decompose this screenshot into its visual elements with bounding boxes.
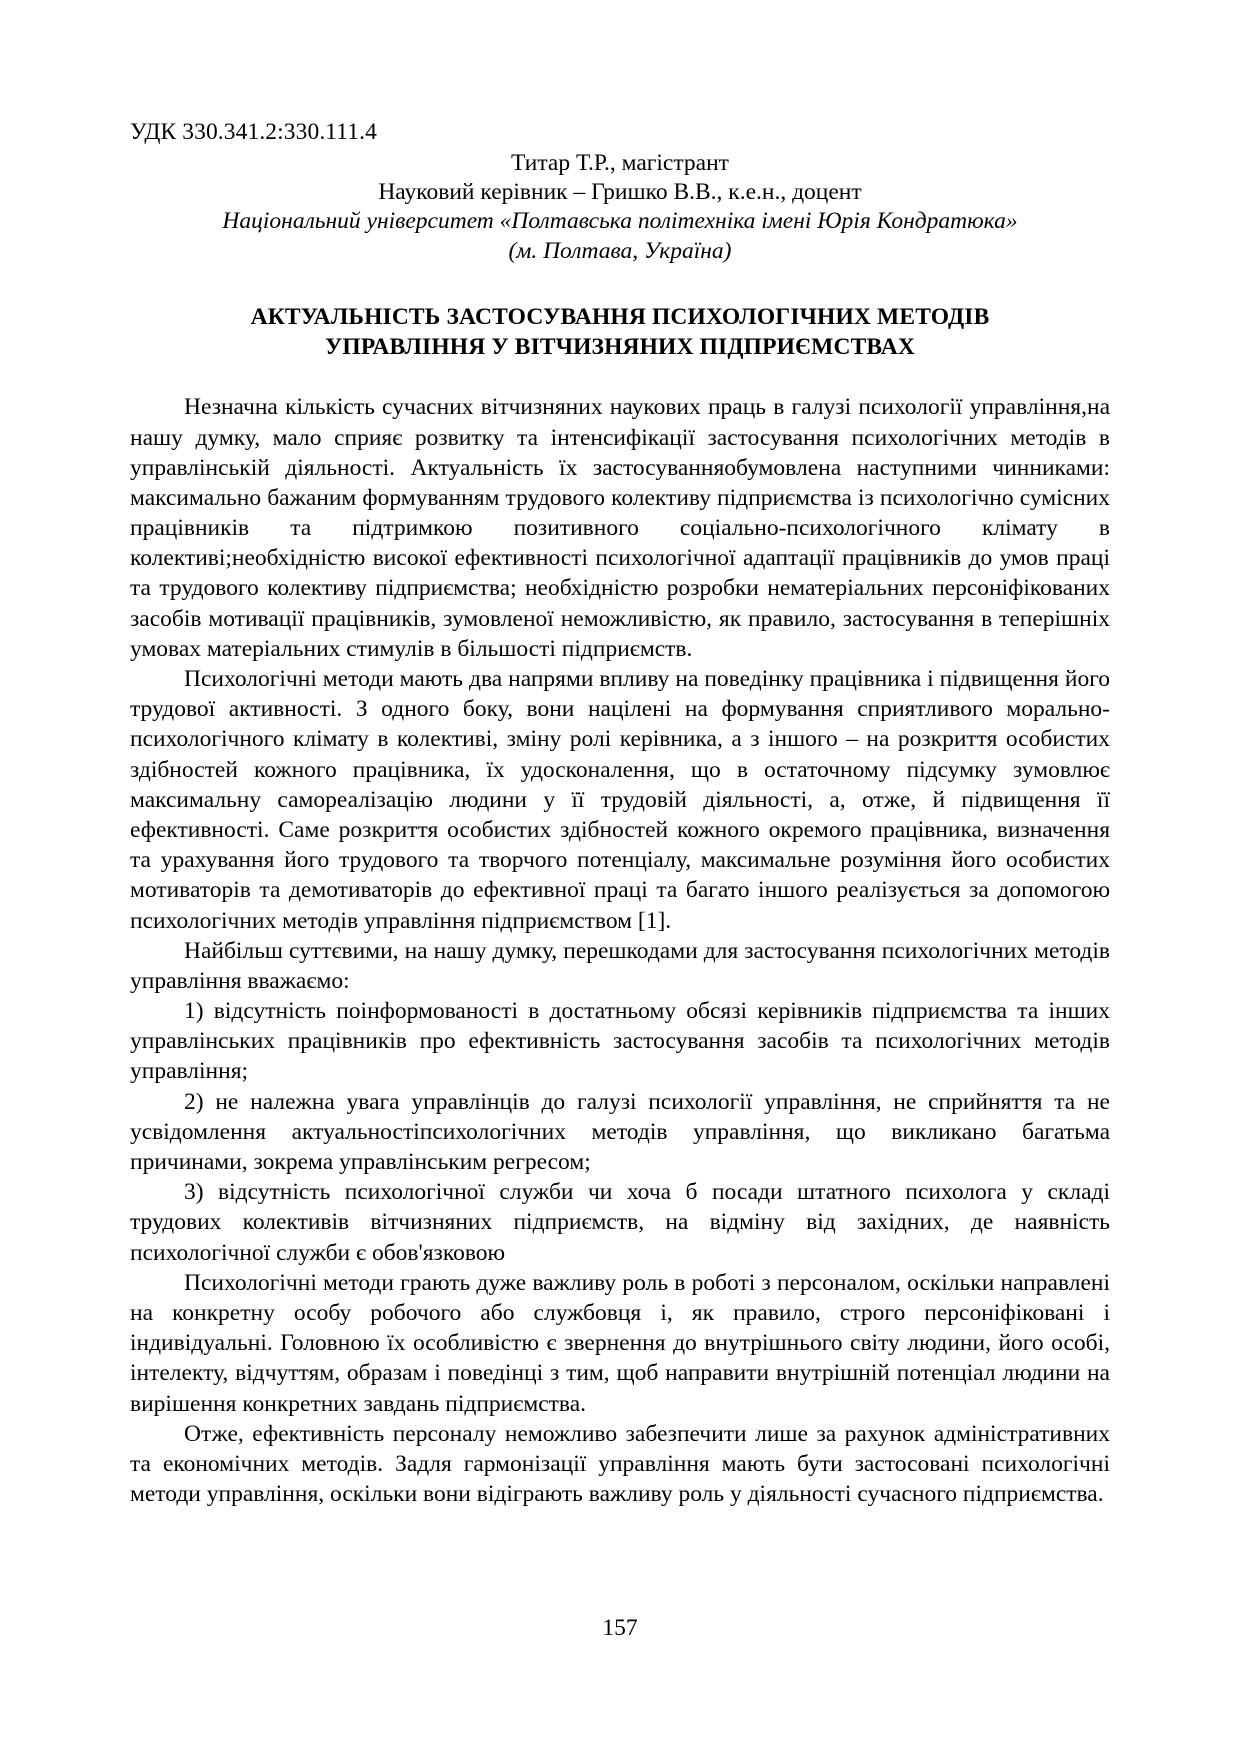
title-line-2: УПРАВЛІННЯ У ВІТЧИЗНЯНИХ ПІДПРИЄМСТВАХ — [325, 334, 915, 361]
supervisor-line: Науковий керівник – Гришко В.В., к.е.н., доцент — [378, 179, 862, 206]
article-header — [130, 149, 1110, 267]
body-paragraph: Психологічні методи грають дуже важливу роль в роботі з персоналом, оскільки направлені на конкретну особу робочого або службовця і, як правило, строго персоніфіковані і індивідуальні. Головною їх особливістю є звернення до внутрішнього світу людини, його особі, інтелекту, відчуттям, образам і поведінці з тим, щоб направити внутрішній потенціал людини на вирішення конкретних завдань підприємства. — [130, 1269, 1110, 1417]
page-number: 157 — [602, 1614, 638, 1641]
udk-code: УДК 330.341.2:330.111.4 — [130, 119, 377, 145]
body-paragraph: Найбільш суттєвими, на нашу думку, перешкодами для застосування психологічних методів управління вважаємо: — [130, 937, 1110, 994]
body-paragraph: 1) відсутність поінформованості в достатньому обсязі керівників підприємства та інших управлінських працівників про ефективність застосування засобів та психологічних методів управління; — [130, 998, 1110, 1085]
article-body — [130, 392, 1110, 1509]
affiliation-line: Національний університет «Полтавська політехніка імені Юрія Кондратюка» — [222, 208, 1018, 235]
title-line-1: АКТУАЛЬНІСТЬ ЗАСТОСУВАННЯ ПСИХОЛОГІЧНИХ МЕТОДІВ — [250, 304, 990, 331]
article-title — [130, 302, 1110, 362]
author-line: Титар Т.Р., магістрант — [511, 149, 729, 176]
body-paragraph: Отже, ефективність персоналу неможливо забезпечити лише за рахунок адміністративних та економічних методів. Задля гармонізації управління мають бути застосовані психологічні методи управління, оскільки вони відіграють важливу роль у діяльності сучасного підприємства. — [130, 1420, 1110, 1508]
body-paragraph: 2) не належна увага управлінців до галузі психології управління, не сприйняття та не усвідомлення актуальностіпсихологічних методів управління, що викликано багатьма причинами, зокрема управлінським регресом; — [130, 1088, 1110, 1175]
body-paragraph: Незначна кількість сучасних вітчизняних наукових праць в галузі психології управління,на нашу думку, мало сприяє розвитку та інтенсифікації застосування психологічних методів в управлінській діяльності. Актуальність їх застосуванняобумовлена наступними чинниками: максимально бажаним формуванням трудового колективу підприємства із психологічно сумісних працівників та підтримкою позитивного соціально-психологічного клімату в колективі;необхідністю високої ефективності психологічної адаптації працівників до умов праці та трудового колективу підприємства; необхідністю розробки нематеріальних персоніфікованих засобів мотивації працівників, зумовленої неможливістю, як правило, застосування в теперішніх умовах матеріальних стимулів в більшості підприємств. — [130, 394, 1110, 662]
body-paragraph: Психологічні методи мають два напрями впливу на поведінку працівника і підвищення його трудової активності. З одного боку, вони націлені на формування сприятливого морально-психологічного клімату в колективі, зміну ролі керівника, а з іншого – на розкриття особистих здібностей кожного працівника, їх удосконалення, що в остаточному підсумку зумовлює максимальну самореалізацію людини у її трудовій діяльності, а, отже, й підвищення її ефективності. Саме розкриття особистих здібностей кожного окремого працівника, визначення та урахування його трудового та творчого потенціалу, максимальне розуміння його особистих мотиваторів та демотиваторів до ефективної праці та багато іншого реалізується за допомогою психологічних методів управління підприємством [1]. — [130, 666, 1110, 934]
body-paragraph: 3) відсутність психологічної служби чи хоча б посади штатного психолога у складі трудових колективів вітчизняних підприємств, на відміну від західних, де наявність психологічної служби є обов'язковою — [130, 1179, 1110, 1266]
location-line: (м. Полтава, Україна) — [508, 237, 732, 264]
